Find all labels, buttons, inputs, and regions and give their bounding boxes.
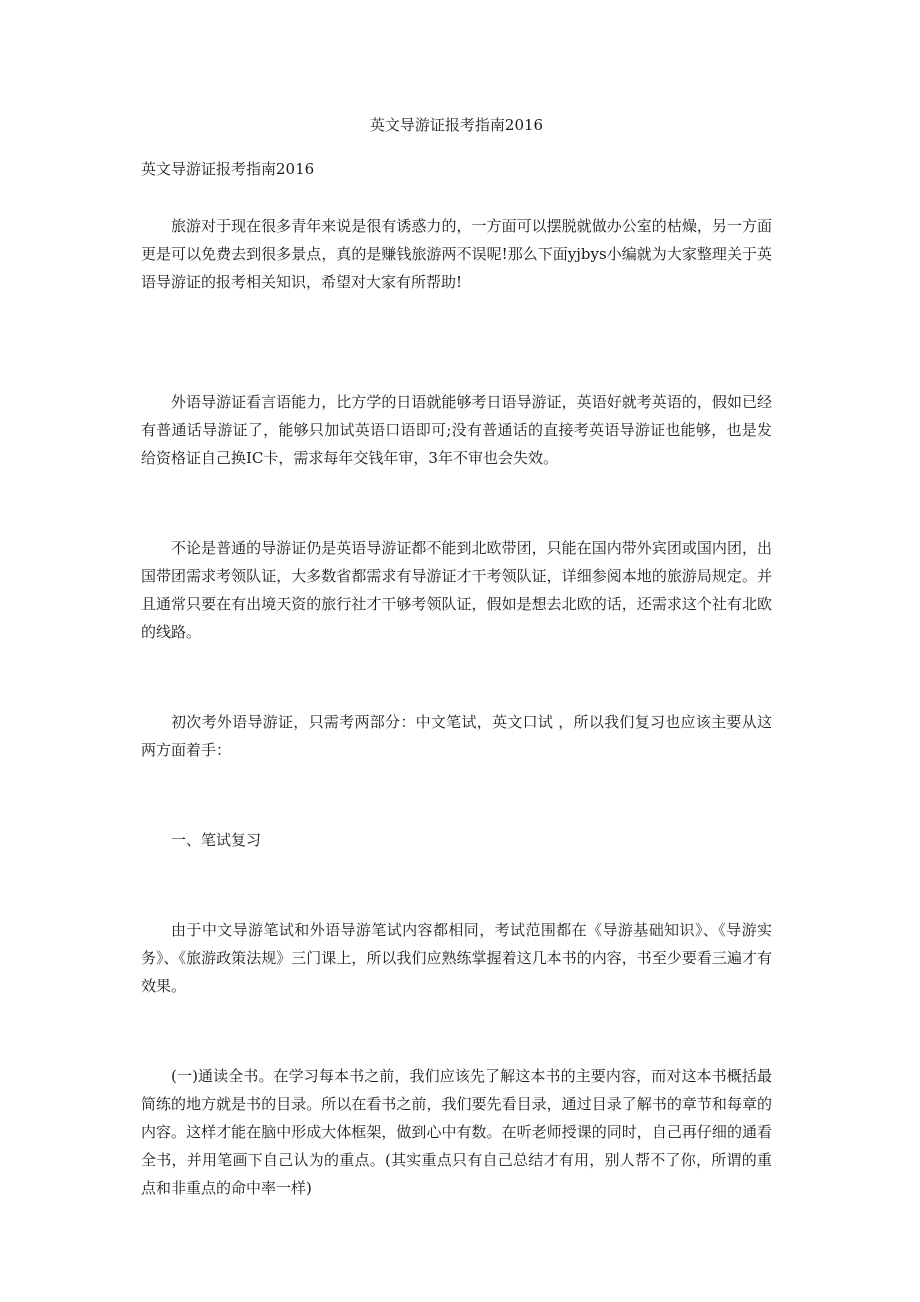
paragraph-language-ability: 外语导游证看言语能力，比方学的日语就能够考日语导游证，英语好就考英语的，假如已经有普通话导游证了，能够只加试英语口语即可;没有普通话的直接考英语导游证也能够，也是发给资格证自己换IC卡，需求每年交钱年审，3年不审也会失效。 [141,393,772,467]
paragraph-read-whole-book: (一)通读全书。在学习每本书之前，我们应该先了解这本书的主要内容，而对这本书概括最简练的地方就是书的目录。所以在看书之前，我们要先看目录，通过目录了解书的章节和每章的内容。这样才能在脑中形成大体框架，做到心中有数。在听老师授课的同时，自己再仔细的通看全书，并用笔画下自己认为的重点。(其实重点只有自己总结才有用，别人帮不了你，所谓的重点和非重点的命中率一样) [141,1067,772,1197]
document-title: 英文导游证报考指南2016 [369,116,544,134]
paragraph-exam-scope: 由于中文导游笔试和外语导游笔试内容都相同，考试范围都在《导游基础知识》、《导游实务》、《旅游政策法规》三门课上，所以我们应熟练掌握着这几本书的内容，书至少要看三遍才有效果。 [141,921,772,995]
paragraph-exam-parts: 初次考外语导游证，只需考两部分：中文笔试，英文口试 ，所以我们复习也应该主要从这两方面着手： [141,713,772,759]
document-subtitle: 英文导游证报考指南2016 [141,160,315,178]
paragraph-intro: 旅游对于现在很多青年来说是很有诱惑力的，一方面可以摆脱就做办公室的枯燥，另一方面更是可以免费去到很多景点，真的是赚钱旅游两不误呢!那么下面yjbys小编就为大家整理关于英语导游证的报考相关知识，希望对大家有所帮助! [141,217,772,291]
section-heading-written-exam: 一、笔试复习 [171,831,262,849]
paragraph-tour-leader: 不论是普通的导游证仍是英语导游证都不能到北欧带团，只能在国内带外宾团或国内团，出国带团需求考领队证，大多数省都需求有导游证才干考领队证，详细参阅本地的旅游局规定。并且通常只要在有出境天资的旅行社才干够考领队证，假如是想去北欧的话，还需求这个社有北欧的线路。 [141,539,772,641]
